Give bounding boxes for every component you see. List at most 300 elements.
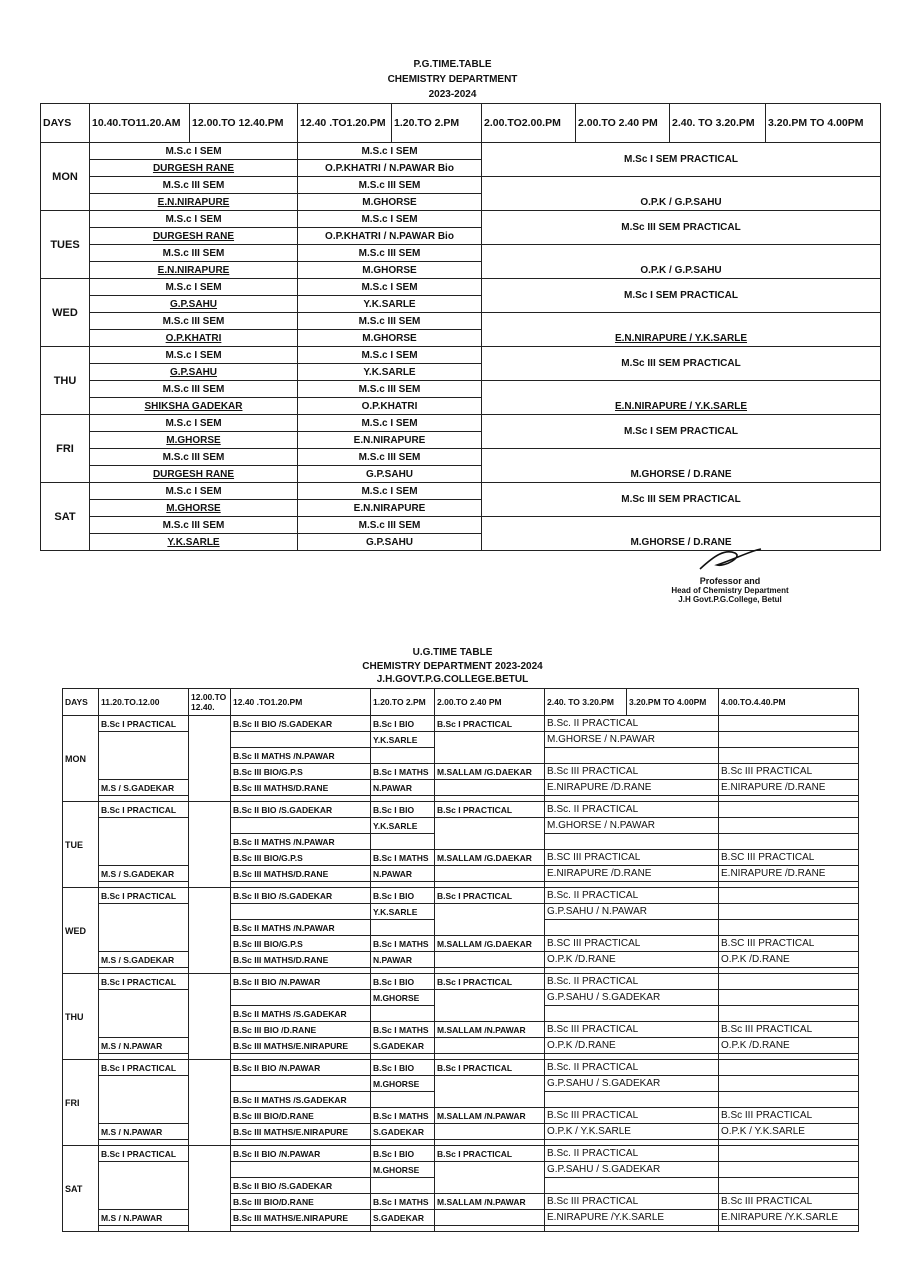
ug-c3-slot: B.Sc II BIO /S.GADEKAR	[231, 802, 371, 818]
ug-header-cell: 4.00.TO.4.40.PM	[719, 689, 859, 716]
ug-row	[63, 952, 859, 968]
ug-c3-empty	[231, 1226, 371, 1232]
ug-c1-staff: M.S / N.PAWAR	[99, 1210, 189, 1226]
pg-practical-staff: O.P.K / G.P.SAHU	[482, 177, 881, 211]
ug-row	[63, 1162, 859, 1178]
ug-c5-staff: M.SALLAM /G.DAEKAR	[435, 764, 545, 780]
pg-row	[41, 449, 881, 466]
pg-slot-early: Y.K.SARLE	[90, 534, 298, 551]
signature-line3: J.H Govt.P.G.College, Betul	[678, 595, 782, 604]
ug-c8-slot: B.Sc III PRACTICAL	[719, 1022, 859, 1038]
ug-c3-slot: B.Sc II MATHS /N.PAWAR	[231, 748, 371, 764]
ug-c3-slot: B.Sc III MATHS/E.NIRAPURE	[231, 1038, 371, 1054]
ug-c4-slot: M.GHORSE	[371, 990, 435, 1006]
pg-row	[41, 517, 881, 534]
ug-c5-empty	[435, 818, 545, 850]
ug-c5-practical: B.Sc I PRACTICAL	[435, 716, 545, 732]
ug-c8-slot	[719, 888, 859, 904]
pg-slot-late: M.GHORSE	[298, 194, 482, 211]
ug-c2-empty	[189, 1060, 231, 1146]
ug-c6-slot: E.NIRAPURE /D.RANE	[545, 866, 719, 882]
pg-slot-late: E.N.NIRAPURE	[298, 500, 482, 517]
ug-c8-slot	[719, 1146, 859, 1162]
ug-c4-slot: N.PAWAR	[371, 866, 435, 882]
pg-slot-late: M.S.c I SEM	[298, 483, 482, 500]
ug-c2-empty	[189, 974, 231, 1060]
pg-slot-late: M.S.c III SEM	[298, 177, 482, 194]
ug-c4-slot: B.Sc I BIO	[371, 888, 435, 904]
ug-c6-slot: B.Sc III PRACTICAL	[545, 764, 719, 780]
pg-practical-title: M.Sc I SEM PRACTICAL	[482, 415, 881, 449]
ug-c3-slot: B.Sc II BIO /N.PAWAR	[231, 974, 371, 990]
ug-c6-slot: B.Sc. II PRACTICAL	[545, 888, 719, 904]
ug-c6-slot: B.Sc. II PRACTICAL	[545, 802, 719, 818]
ug-row	[63, 1210, 859, 1226]
ug-day-cell: THU	[63, 974, 99, 1060]
ug-c5-staff: M.SALLAM /N.PAWAR	[435, 1022, 545, 1038]
ug-c8-empty	[719, 990, 859, 1006]
ug-c8-slot	[719, 1060, 859, 1076]
ug-c8-slot: B.Sc III PRACTICAL	[719, 764, 859, 780]
ug-c1-staff: M.S / S.GADEKAR	[99, 866, 189, 882]
ug-c1-practical: B.Sc I PRACTICAL	[99, 1146, 189, 1162]
ug-c4-empty	[371, 1226, 435, 1232]
ug-c5-empty	[435, 1226, 545, 1232]
ug-college: J.H.GOVT.P.G.COLLEGE.BETUL	[376, 674, 529, 685]
ug-row	[63, 904, 859, 920]
ug-c2-empty	[189, 1146, 231, 1232]
pg-slot-early: DURGESH RANE	[90, 466, 298, 483]
pg-slot-early: E.N.NIRAPURE	[90, 194, 298, 211]
ug-c4-slot: Y.K.SARLE	[371, 904, 435, 920]
pg-slot-early: M.GHORSE	[90, 500, 298, 517]
ug-c4-slot: B.Sc I BIO	[371, 974, 435, 990]
ug-header-cell: 2.40. TO 3.20.PM	[545, 689, 627, 716]
ug-c5-staff: M.SALLAM /N.PAWAR	[435, 1108, 545, 1124]
pg-header-cell: 2.40. TO 3.20.PM	[670, 104, 766, 143]
pg-title: P.G.TIME.TABLE	[413, 59, 492, 70]
ug-c5-empty	[435, 990, 545, 1022]
ug-c8-empty	[719, 920, 859, 936]
ug-row	[63, 974, 859, 990]
ug-c2-empty	[189, 716, 231, 802]
ug-c5-empty	[435, 1210, 545, 1226]
ug-c1-empty	[99, 732, 189, 780]
ug-c3-slot: B.Sc II MATHS /S.GADEKAR	[231, 1006, 371, 1022]
pg-row	[41, 313, 881, 330]
pg-day-cell: TUES	[41, 211, 90, 279]
ug-c8-slot: B.Sc III PRACTICAL	[719, 1108, 859, 1124]
pg-slot-late: M.GHORSE	[298, 262, 482, 279]
pg-day-cell: WED	[41, 279, 90, 347]
pg-header-cell: 12.00.TO 12.40.PM	[190, 104, 298, 143]
ug-c8-empty	[719, 834, 859, 850]
ug-row	[63, 1060, 859, 1076]
pg-slot-late: E.N.NIRAPURE	[298, 432, 482, 449]
ug-c4-slot: M.GHORSE	[371, 1162, 435, 1178]
pg-year: 2023-2024	[428, 89, 477, 100]
ug-c4-blank	[371, 748, 435, 764]
pg-day-cell: SAT	[41, 483, 90, 551]
ug-c8-slot: E.NIRAPURE /D.RANE	[719, 780, 859, 796]
ug-c6-slot: B.SC III PRACTICAL	[545, 850, 719, 866]
ug-c5-empty	[435, 1038, 545, 1054]
signature-line2: Head of Chemistry Department	[671, 586, 789, 595]
ug-c8-slot	[719, 716, 859, 732]
pg-slot-late: M.GHORSE	[298, 330, 482, 347]
ug-c3-slot: B.Sc III MATHS/D.RANE	[231, 866, 371, 882]
ug-c5-staff: M.SALLAM /G.DAEKAR	[435, 850, 545, 866]
ug-c3-blank	[231, 990, 371, 1006]
pg-header-cell: 10.40.TO11.20.AM	[90, 104, 190, 143]
ug-header-cell: 11.20.TO.12.00	[99, 689, 189, 716]
ug-c3-blank	[231, 1162, 371, 1178]
pg-slot-early: M.S.c III SEM	[90, 313, 298, 330]
pg-dept: CHEMISTRY DEPARTMENT	[387, 74, 518, 85]
ug-c6-slot: B.Sc. II PRACTICAL	[545, 1146, 719, 1162]
ug-c8-slot: O.P.K /D.RANE	[719, 952, 859, 968]
ug-c4-slot: N.PAWAR	[371, 780, 435, 796]
ug-c6-slot: E.NIRAPURE /Y.K.SARLE	[545, 1210, 719, 1226]
pg-day-cell: FRI	[41, 415, 90, 483]
ug-row	[63, 1076, 859, 1092]
ug-c5-practical: B.Sc I PRACTICAL	[435, 888, 545, 904]
ug-c3-slot: B.Sc II BIO /N.PAWAR	[231, 1146, 371, 1162]
ug-c4-slot: Y.K.SARLE	[371, 818, 435, 834]
pg-practical-staff: O.P.K / G.P.SAHU	[482, 245, 881, 279]
ug-c8-empty	[719, 1178, 859, 1194]
signature-block	[655, 545, 805, 604]
pg-row	[41, 381, 881, 398]
pg-slot-early: M.S.c I SEM	[90, 415, 298, 432]
pg-timetable	[40, 103, 881, 551]
ug-c4-slot: B.Sc I BIO	[371, 1060, 435, 1076]
ug-c4-slot: B.Sc I MATHS	[371, 1108, 435, 1124]
ug-c3-slot: B.Sc III BIO/G.P.S	[231, 850, 371, 866]
ug-c8-slot: O.P.K /D.RANE	[719, 1038, 859, 1054]
ug-c6-slot: B.Sc III PRACTICAL	[545, 1194, 719, 1210]
ug-c3-slot: B.Sc II BIO /S.GADEKAR	[231, 1178, 371, 1194]
pg-header-cell: 1.20.TO 2.PM	[392, 104, 482, 143]
pg-slot-early: M.GHORSE	[90, 432, 298, 449]
ug-c6-empty	[545, 834, 719, 850]
ug-c1-practical: B.Sc I PRACTICAL	[99, 888, 189, 904]
ug-c8-empty	[719, 904, 859, 920]
ug-header-row	[63, 689, 859, 716]
pg-header-cell: 12.40 .TO1.20.PM	[298, 104, 392, 143]
ug-c8-slot	[719, 974, 859, 990]
ug-c8-empty	[719, 1226, 859, 1232]
ug-c6-slot: G.P.SAHU / S.GADEKAR	[545, 990, 719, 1006]
ug-c5-practical: B.Sc I PRACTICAL	[435, 1146, 545, 1162]
pg-slot-late: G.P.SAHU	[298, 466, 482, 483]
pg-slot-late: M.S.c III SEM	[298, 449, 482, 466]
ug-c4-slot: B.Sc I MATHS	[371, 1022, 435, 1038]
ug-c8-empty	[719, 818, 859, 834]
ug-c2-empty	[189, 888, 231, 974]
ug-c3-slot: B.Sc III BIO/G.P.S	[231, 764, 371, 780]
ug-c6-slot: G.P.SAHU / S.GADEKAR	[545, 1162, 719, 1178]
pg-practical-title: M.Sc III SEM PRACTICAL	[482, 483, 881, 517]
ug-c8-empty	[719, 1162, 859, 1178]
ug-c6-slot: B.SC III PRACTICAL	[545, 936, 719, 952]
ug-c6-empty	[545, 1092, 719, 1108]
pg-slot-early: M.S.c III SEM	[90, 177, 298, 194]
ug-c4-slot: S.GADEKAR	[371, 1210, 435, 1226]
ug-c5-practical: B.Sc I PRACTICAL	[435, 802, 545, 818]
ug-c4-slot: B.Sc I MATHS	[371, 850, 435, 866]
pg-practical-staff: M.GHORSE / D.RANE	[482, 449, 881, 483]
ug-header-cell: 12.00.TO 12.40.	[189, 689, 231, 716]
ug-c8-slot: B.Sc III PRACTICAL	[719, 1194, 859, 1210]
ug-c4-slot: B.Sc I MATHS	[371, 1194, 435, 1210]
pg-slot-late: Y.K.SARLE	[298, 364, 482, 381]
pg-header-cell: 3.20.PM TO 4.00PM	[766, 104, 881, 143]
pg-slot-early: DURGESH RANE	[90, 160, 298, 177]
ug-c3-slot: B.Sc III MATHS/E.NIRAPURE	[231, 1124, 371, 1140]
pg-header-row	[41, 104, 881, 143]
ug-c4-blank	[371, 920, 435, 936]
ug-row	[63, 1038, 859, 1054]
ug-c8-slot: E.NIRAPURE /D.RANE	[719, 866, 859, 882]
ug-row	[63, 802, 859, 818]
pg-slot-early: M.S.c III SEM	[90, 245, 298, 262]
ug-c8-empty	[719, 1092, 859, 1108]
ug-row	[63, 990, 859, 1006]
ug-row	[63, 780, 859, 796]
ug-c3-slot: B.Sc III MATHS/D.RANE	[231, 780, 371, 796]
pg-header-cell: 2.00.TO 2.40 PM	[576, 104, 670, 143]
ug-title: U.G.TIME TABLE	[412, 647, 493, 658]
pg-row	[41, 279, 881, 296]
ug-c5-empty	[435, 1124, 545, 1140]
pg-row	[41, 143, 881, 160]
ug-day-cell: WED	[63, 888, 99, 974]
ug-c5-empty	[435, 780, 545, 796]
ug-c3-blank	[231, 818, 371, 834]
ug-c6-empty	[545, 1178, 719, 1194]
ug-c3-slot: B.Sc II MATHS /N.PAWAR	[231, 834, 371, 850]
ug-c8-slot	[719, 802, 859, 818]
ug-c6-empty	[545, 1006, 719, 1022]
ug-row	[63, 866, 859, 882]
ug-c4-slot: Y.K.SARLE	[371, 732, 435, 748]
pg-slot-early: M.S.c I SEM	[90, 143, 298, 160]
ug-c6-slot: B.Sc III PRACTICAL	[545, 1022, 719, 1038]
ug-c6-slot: B.Sc. II PRACTICAL	[545, 1060, 719, 1076]
pg-slot-late: M.S.c III SEM	[298, 381, 482, 398]
ug-row	[63, 818, 859, 834]
ug-c4-blank	[371, 834, 435, 850]
ug-c4-blank	[371, 1006, 435, 1022]
ug-c5-empty	[435, 732, 545, 764]
ug-c3-slot: B.Sc III BIO/G.P.S	[231, 936, 371, 952]
ug-c4-slot: S.GADEKAR	[371, 1038, 435, 1054]
ug-timetable	[62, 688, 859, 1232]
pg-slot-late: M.S.c I SEM	[298, 143, 482, 160]
ug-row	[63, 716, 859, 732]
ug-c6-slot: M.GHORSE / N.PAWAR	[545, 732, 719, 748]
ug-c3-slot: B.Sc II BIO /S.GADEKAR	[231, 716, 371, 732]
ug-c8-empty	[719, 748, 859, 764]
ug-c1-staff: M.S / S.GADEKAR	[99, 952, 189, 968]
ug-c4-slot: B.Sc I MATHS	[371, 936, 435, 952]
ug-c3-slot: B.Sc II BIO /S.GADEKAR	[231, 888, 371, 904]
ug-row	[63, 1146, 859, 1162]
ug-spacer-row	[63, 1226, 859, 1232]
pg-slot-early: SHIKSHA GADEKAR	[90, 398, 298, 415]
ug-c4-blank	[371, 1092, 435, 1108]
pg-row	[41, 211, 881, 228]
ug-dept: CHEMISTRY DEPARTMENT 2023-2024	[362, 661, 543, 672]
ug-c2-empty	[189, 802, 231, 888]
ug-header-cell: DAYS	[63, 689, 99, 716]
pg-slot-early: G.P.SAHU	[90, 296, 298, 313]
pg-slot-late: Y.K.SARLE	[298, 296, 482, 313]
ug-c3-slot: B.Sc III BIO/D.RANE	[231, 1194, 371, 1210]
pg-slot-late: M.S.c I SEM	[298, 211, 482, 228]
pg-slot-early: M.S.c III SEM	[90, 381, 298, 398]
pg-slot-early: O.P.KHATRI	[90, 330, 298, 347]
pg-practical-staff: M.GHORSE / D.RANE	[482, 517, 881, 551]
ug-c8-empty	[719, 1076, 859, 1092]
ug-c5-empty	[435, 1076, 545, 1108]
ug-c8-slot: E.NIRAPURE /Y.K.SARLE	[719, 1210, 859, 1226]
pg-slot-early: M.S.c I SEM	[90, 347, 298, 364]
pg-header-cell: 2.00.TO2.00.PM	[482, 104, 576, 143]
pg-slot-late: O.P.KHATRI / N.PAWAR Bio	[298, 160, 482, 177]
pg-slot-early: M.S.c III SEM	[90, 517, 298, 534]
ug-c1-practical: B.Sc I PRACTICAL	[99, 1060, 189, 1076]
pg-slot-early: M.S.c I SEM	[90, 279, 298, 296]
ug-c5-practical: B.Sc I PRACTICAL	[435, 974, 545, 990]
pg-row	[41, 415, 881, 432]
ug-c6-slot: B.Sc. II PRACTICAL	[545, 974, 719, 990]
pg-slot-late: M.S.c I SEM	[298, 347, 482, 364]
ug-c1-empty	[99, 1162, 189, 1210]
ug-c6-slot: O.P.K /D.RANE	[545, 1038, 719, 1054]
ug-c6-slot: B.Sc III PRACTICAL	[545, 1108, 719, 1124]
ug-c4-slot: N.PAWAR	[371, 952, 435, 968]
ug-header-cell: 3.20.PM TO 4.00PM	[627, 689, 719, 716]
ug-day-cell: TUE	[63, 802, 99, 888]
pg-row	[41, 177, 881, 194]
pg-slot-early: M.S.c I SEM	[90, 211, 298, 228]
ug-c6-slot: G.P.SAHU / N.PAWAR	[545, 904, 719, 920]
ug-c3-slot: B.Sc III BIO/D.RANE	[231, 1108, 371, 1124]
ug-c5-practical: B.Sc I PRACTICAL	[435, 1060, 545, 1076]
pg-day-cell: THU	[41, 347, 90, 415]
ug-row	[63, 732, 859, 748]
ug-c1-staff: M.S / S.GADEKAR	[99, 780, 189, 796]
ug-day-cell: MON	[63, 716, 99, 802]
ug-c6-slot: O.P.K /D.RANE	[545, 952, 719, 968]
ug-c8-empty	[719, 732, 859, 748]
ug-c5-empty	[435, 952, 545, 968]
ug-row	[63, 1124, 859, 1140]
ug-c4-slot: B.Sc I BIO	[371, 1146, 435, 1162]
ug-c4-blank	[371, 1178, 435, 1194]
ug-c3-slot: B.Sc III MATHS/D.RANE	[231, 952, 371, 968]
ug-c3-slot: B.Sc II MATHS /N.PAWAR	[231, 920, 371, 936]
ug-c6-slot: M.GHORSE / N.PAWAR	[545, 818, 719, 834]
ug-c3-blank	[231, 732, 371, 748]
pg-slot-late: M.S.c III SEM	[298, 517, 482, 534]
ug-c8-slot: B.SC III PRACTICAL	[719, 850, 859, 866]
ug-day-cell: FRI	[63, 1060, 99, 1146]
pg-slot-late: M.S.c III SEM	[298, 245, 482, 262]
ug-row	[63, 888, 859, 904]
ug-c1-staff: M.S / N.PAWAR	[99, 1038, 189, 1054]
ug-c4-slot: S.GADEKAR	[371, 1124, 435, 1140]
ug-c1-empty	[99, 1076, 189, 1124]
signature-line1: Professor and	[699, 576, 761, 586]
pg-slot-late: O.P.KHATRI / N.PAWAR Bio	[298, 228, 482, 245]
pg-slot-late: M.S.c I SEM	[298, 279, 482, 296]
ug-header-cell: 12.40 .TO1.20.PM	[231, 689, 371, 716]
ug-c6-slot: G.P.SAHU / S.GADEKAR	[545, 1076, 719, 1092]
pg-slot-early: M.S.c III SEM	[90, 449, 298, 466]
ug-c6-slot: E.NIRAPURE /D.RANE	[545, 780, 719, 796]
ug-c3-slot: B.Sc III BIO /D.RANE	[231, 1022, 371, 1038]
ug-c8-slot: O.P.K / Y.K.SARLE	[719, 1124, 859, 1140]
pg-practical-title: M.Sc III SEM PRACTICAL	[482, 347, 881, 381]
ug-header-cell: 1.20.TO 2.PM	[371, 689, 435, 716]
pg-practical-title: M.Sc III SEM PRACTICAL	[482, 211, 881, 245]
ug-c4-slot: B.Sc I BIO	[371, 716, 435, 732]
ug-c3-blank	[231, 1076, 371, 1092]
pg-slot-early: DURGESH RANE	[90, 228, 298, 245]
ug-c4-slot: M.GHORSE	[371, 1076, 435, 1092]
ug-c6-slot: O.P.K / Y.K.SARLE	[545, 1124, 719, 1140]
ug-c5-empty	[435, 904, 545, 936]
ug-header-cell: 2.00.TO 2.40 PM	[435, 689, 545, 716]
pg-slot-early: G.P.SAHU	[90, 364, 298, 381]
ug-c1-empty	[99, 904, 189, 952]
ug-c6-empty	[545, 920, 719, 936]
ug-c5-staff: M.SALLAM /N.PAWAR	[435, 1194, 545, 1210]
ug-c1-practical: B.Sc I PRACTICAL	[99, 802, 189, 818]
ug-c1-staff: M.S / N.PAWAR	[99, 1124, 189, 1140]
pg-practical-staff: E.N.NIRAPURE / Y.K.SARLE	[482, 313, 881, 347]
ug-day-cell: SAT	[63, 1146, 99, 1232]
pg-practical-staff: E.N.NIRAPURE / Y.K.SARLE	[482, 381, 881, 415]
ug-c3-slot: B.Sc II MATHS /S.GADEKAR	[231, 1092, 371, 1108]
pg-practical-title: M.Sc I SEM PRACTICAL	[482, 143, 881, 177]
ug-c1-empty	[99, 1226, 189, 1232]
pg-slot-late: M.S.c I SEM	[298, 415, 482, 432]
pg-practical-title: M.Sc I SEM PRACTICAL	[482, 279, 881, 313]
pg-row	[41, 347, 881, 364]
ug-c5-empty	[435, 1162, 545, 1194]
ug-c4-slot: B.Sc I BIO	[371, 802, 435, 818]
ug-c5-empty	[435, 866, 545, 882]
ug-c8-empty	[719, 1006, 859, 1022]
ug-c3-slot: B.Sc III MATHS/E.NIRAPURE	[231, 1210, 371, 1226]
ug-c1-practical: B.Sc I PRACTICAL	[99, 716, 189, 732]
ug-c6-slot: B.Sc. II PRACTICAL	[545, 716, 719, 732]
ug-c6-empty	[545, 1226, 719, 1232]
ug-c5-staff: M.SALLAM /G.DAEKAR	[435, 936, 545, 952]
ug-c1-practical: B.Sc I PRACTICAL	[99, 974, 189, 990]
pg-slot-early: M.S.c I SEM	[90, 483, 298, 500]
signature-scribble-icon	[695, 545, 765, 573]
ug-c1-empty	[99, 818, 189, 866]
ug-c8-slot: B.SC III PRACTICAL	[719, 936, 859, 952]
pg-row	[41, 483, 881, 500]
pg-header-cell: DAYS	[41, 104, 90, 143]
pg-slot-early: E.N.NIRAPURE	[90, 262, 298, 279]
